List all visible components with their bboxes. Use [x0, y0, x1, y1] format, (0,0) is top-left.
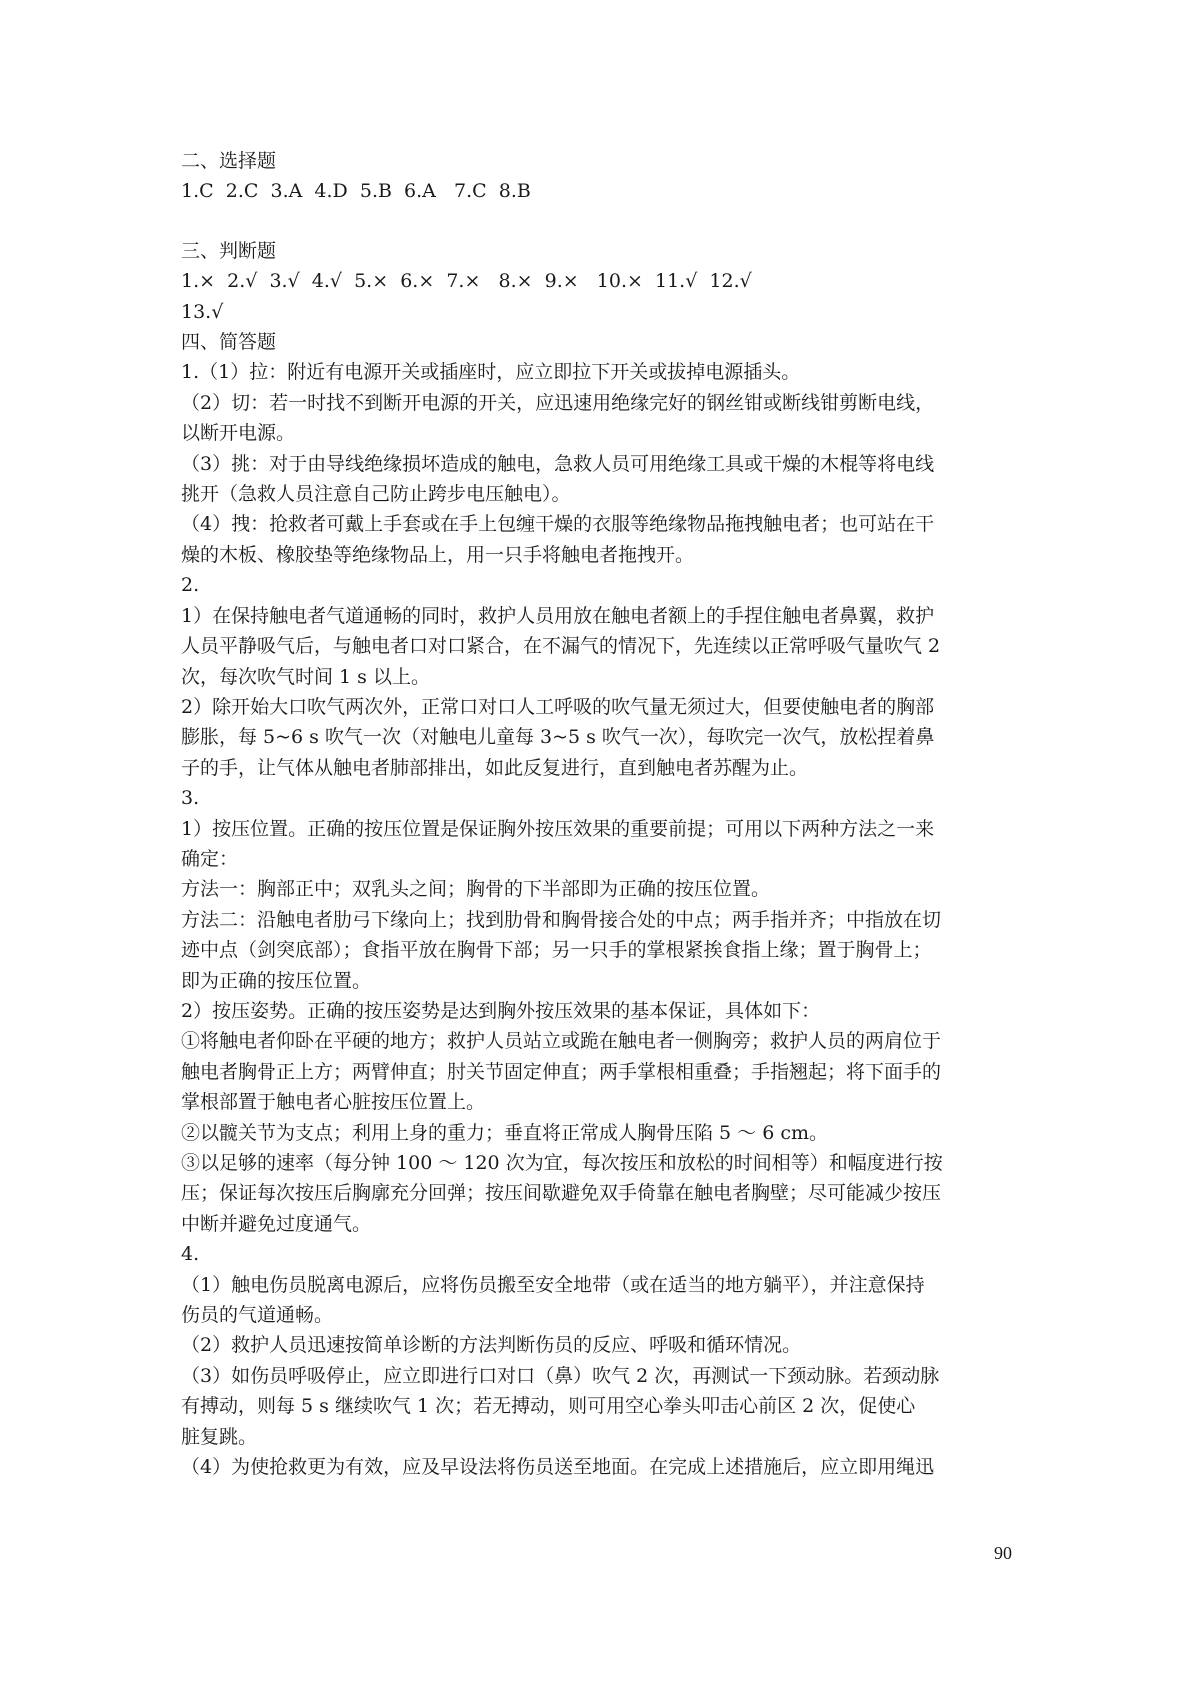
answer-text-line: 膨胀，每 5~6 s 吹气一次（对触电儿童每 3~5 s 吹气一次），每吹完一次气，放松捏着鼻 [181, 726, 935, 749]
answer-text-line: （4）拽：抢救者可戴上手套或在手上包缠干燥的衣服等绝缘物品拖拽触电者；也可站在干 [181, 513, 935, 536]
spacer [181, 207, 1011, 236]
judgment-answers-line-2: 13.√ [181, 300, 224, 323]
answer-text-line: 以断开电源。 [181, 422, 296, 445]
answer-text-line: （2）救护人员迅速按简单诊断的方法判断伤员的反应、呼吸和循环情况。 [181, 1334, 802, 1357]
answer-text-line: 2）除开始大口吹气两次外，正常口对口人工呼吸的吹气量无须过大，但要使触电者的胸部 [181, 695, 935, 718]
answer-text-line: 1）按压位置。正确的按压位置是保证胸外按压效果的重要前提；可用以下两种方法之一来 [181, 817, 935, 840]
section-heading-judgment: 三、判断题 [181, 239, 277, 262]
answer-text-line: 人员平静吸气后，与触电者口对口紧合，在不漏气的情况下，先连续以正常呼吸气量吹气 2 [181, 635, 941, 658]
answer-text-line: ②以髋关节为支点；利用上身的重力；垂直将正常成人胸骨压陷 5 ～ 6 cm。 [181, 1121, 828, 1144]
answer-text-line: 方法二：沿触电者肋弓下缘向上；找到肋骨和胸骨接合处的中点；两手指并齐；中指放在切 [181, 908, 942, 931]
answer-text-line: 压；保证每次按压后胸廓充分回弹；按压间歇避免双手倚靠在触电者胸壁；尽可能减少按压 [181, 1182, 942, 1205]
answer-text-line: 方法一：胸部正中；双乳头之间；胸骨的下半部即为正确的按压位置。 [181, 878, 771, 901]
answer-text-line: 触电者胸骨正上方；两臂伸直；肘关节固定伸直；两手掌根相重叠；手指翘起；将下面手的 [181, 1060, 942, 1083]
answer-text-line: 迹中点（剑突底部）；食指平放在胸骨下部；另一只手的掌根紧挨食指上缘；置于胸骨上； [181, 939, 932, 962]
answer-text-line: 伤员的气道通畅。 [181, 1304, 334, 1327]
answer-text-line: 燥的木板、橡胶垫等绝缘物品上，用一只手将触电者拖拽开。 [181, 543, 695, 566]
answer-text-line: （1）触电伤员脱离电源后，应将伤员搬至安全地带（或在适当的地方躺平），并注意保持 [181, 1273, 925, 1296]
page-number: 90 [994, 1543, 1012, 1563]
answer-text-line: 即为正确的按压位置。 [181, 969, 372, 992]
answer-text-line: 有搏动，则每 5 s 继续吹气 1 次；若无搏动，则可用空心拳头叩击心前区 2 次，促使心 [181, 1395, 916, 1418]
answer-text-line: 脏复跳。 [181, 1425, 258, 1448]
short-answer-content [181, 357, 1011, 1482]
answer-text-line: 1）在保持触电者气道通畅的同时，救护人员用放在触电者额上的手捏住触电者鼻翼，救护 [181, 604, 935, 627]
answer-text-line: （3）挑：对于由导线绝缘损坏造成的触电，急救人员可用绝缘工具或干燥的木棍等将电线 [181, 452, 935, 475]
answer-text-line: 确定： [181, 847, 239, 870]
section-heading-choice: 二、选择题 [181, 150, 277, 172]
answer-text-line: 2. [181, 574, 200, 597]
answer-text-line: 挑开（急救人员注意自己防止跨步电压触电）。 [181, 483, 571, 506]
answer-text-line: 次，每次吹气时间 1 s 以上。 [181, 665, 430, 688]
answer-text-line: ①将触电者仰卧在平硬的地方；救护人员站立或跪在触电者一侧胸旁；救护人员的两肩位于 [181, 1030, 942, 1053]
answer-text-line: 1.（1）拉：附近有电源开关或插座时，应立即拉下开关或拔掉电源插头。 [181, 361, 801, 384]
answer-text-line: 3. [181, 787, 200, 810]
answer-text-line: 子的手，让气体从触电者肺部排出，如此反复进行，直到触电者苏醒为止。 [181, 756, 809, 779]
answer-text-line: （3）如伤员呼吸停止，应立即进行口对口（鼻）吹气 2 次，再测试一下颈动脉。若颈动脉 [181, 1364, 940, 1387]
answer-text-line: 4. [181, 1243, 200, 1266]
document-body [181, 146, 1011, 1482]
answer-text-line: 掌根部置于触电者心脏按压位置上。 [181, 1091, 486, 1114]
answer-text-line: （2）切：若一时找不到断开电源的开关，应迅速用绝缘完好的钢丝钳或断线钳剪断电线， [181, 391, 935, 414]
section-heading-short-answer: 四、简答题 [181, 331, 277, 354]
answer-text-line: 2）按压姿势。正确的按压姿势是达到胸外按压效果的基本保证，具体如下： [181, 999, 821, 1022]
answer-text-line: ③以足够的速率（每分钟 100 ～ 120 次为宜，每次按压和放松的时间相等）和幅度进行按 [181, 1152, 943, 1174]
answer-text-line: （4）为使抢救更为有效，应及早设法将伤员送至地面。在完成上述措施后，应立即用绳迅 [181, 1456, 935, 1479]
judgment-answers-line-1: 1.× 2.√ 3.√ 4.√ 5.× 6.× 7.× 8.× 9.× 10.× 11.√ 12.√ [181, 270, 752, 293]
choice-answers: 1.C 2.C 3.A 4.D 5.B 6.A 7.C 8.B [181, 180, 531, 203]
answer-text-line: 中断并避免过度通气。 [181, 1212, 372, 1235]
